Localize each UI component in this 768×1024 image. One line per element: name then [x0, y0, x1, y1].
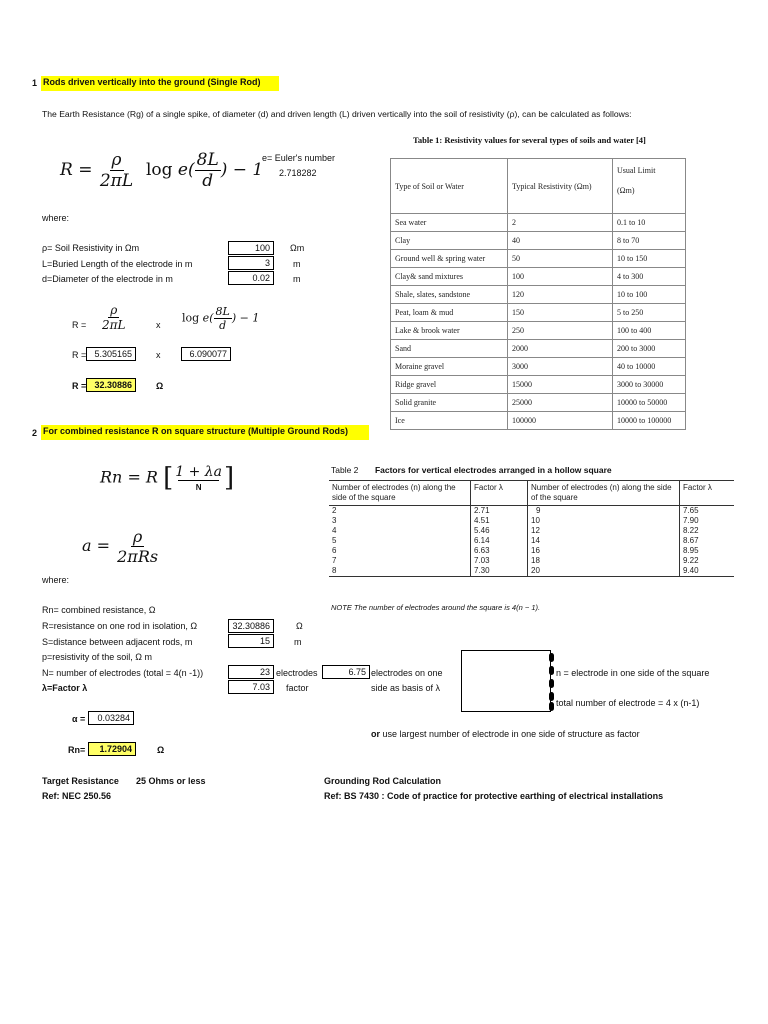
table1-cell: Moraine gravel — [391, 358, 508, 376]
electrode-marker-icon — [549, 679, 554, 688]
table2-cell: 7 — [332, 556, 337, 565]
table1-cell: 2 — [508, 214, 613, 232]
table1-cell: 3000 — [508, 358, 613, 376]
term1-value[interactable]: 5.305165 — [86, 347, 136, 361]
table1-cell: 4 to 300 — [613, 268, 686, 286]
param-resistivity-label: ρ= Soil Resistivity in Ωm — [42, 243, 140, 253]
table-row — [329, 526, 734, 536]
table1-cell: 150 — [508, 304, 613, 322]
table2-cell: 10 — [528, 516, 680, 526]
table1-cell: 100 — [508, 268, 613, 286]
table1-header-typical: Typical Resistivity (Ωm) — [508, 159, 613, 214]
combined-resistance-formula: Rn = R [ $\frac{1 + \lambda a}{N}$ ] — [100, 463, 235, 493]
n-side-label: electrodes on one — [371, 668, 443, 678]
euler-label: e= Euler's number — [262, 153, 336, 163]
r-definition: R=resistance on one rod in isolation, Ω — [42, 621, 198, 631]
rn-result-value[interactable]: 1.72904 — [88, 742, 136, 756]
section2-title: For combined resistance R on square structure (Multiple Ground Rods) — [41, 425, 369, 440]
table-row — [391, 412, 686, 430]
table1-cell: Clay — [391, 232, 508, 250]
n-input[interactable]: 23 — [228, 665, 274, 679]
or-note-text: use largest number of electrode in one side of structure as factor — [382, 729, 640, 739]
lambda-unit: factor — [286, 683, 309, 693]
table2-cell: 4 — [332, 526, 337, 535]
table1-header-limit-unit: (Ωm) — [617, 186, 635, 195]
table2-cell: 20 — [528, 566, 680, 577]
table2-header-f2: Factor λ — [680, 481, 735, 506]
table2-cell: 7.03 — [471, 556, 528, 566]
table-row — [329, 536, 734, 546]
table2-cell: 6.63 — [471, 546, 528, 556]
rn-definition: Rn= combined resistance, Ω — [42, 605, 156, 615]
table1-cell: Lake & brook water — [391, 322, 508, 340]
electrode-marker-icon — [549, 692, 554, 701]
resistivity-table — [390, 158, 686, 430]
section1-title: Rods driven vertically into the ground (Single Rod) — [41, 76, 279, 91]
n-side-value[interactable]: 6.75 — [322, 665, 370, 679]
table-row — [391, 232, 686, 250]
param-length-value[interactable]: 3 — [228, 256, 274, 270]
table2-header-row — [329, 481, 734, 506]
table2-cell: 16 — [528, 546, 680, 556]
diagram-note-1: n = electrode in one side of the square — [556, 668, 710, 678]
table1-cell: Sand — [391, 340, 508, 358]
table1-cell: 40 to 10000 — [613, 358, 686, 376]
table-row — [329, 516, 734, 526]
param-length-unit: m — [293, 259, 301, 269]
table2-cell: 9.40 — [680, 566, 735, 577]
table1-cell: Ice — [391, 412, 508, 430]
factor-table — [329, 480, 734, 577]
s-unit: m — [294, 637, 302, 647]
table1-cell: 25000 — [508, 394, 613, 412]
table1-cell: 10000 to 100000 — [613, 412, 686, 430]
table2-cell: 8 — [329, 566, 471, 577]
table-row — [329, 566, 734, 577]
table1-cell: Sea water — [391, 214, 508, 232]
param-length-label: L=Buried Length of the electrode in m — [42, 259, 193, 269]
table2-cell: 8.95 — [680, 546, 735, 556]
table1-cell: 0.1 to 10 — [613, 214, 686, 232]
table2-cell: 2 — [332, 506, 337, 515]
table2-cell: 8.22 — [680, 526, 735, 536]
table-row — [391, 376, 686, 394]
times-sign-1: x — [156, 320, 161, 330]
term2-value[interactable]: 6.090077 — [181, 347, 231, 361]
table-row — [329, 506, 734, 517]
section1-number: 1 — [32, 78, 38, 88]
table-row — [391, 268, 686, 286]
table-row — [391, 250, 686, 268]
param-diameter-unit: m — [293, 274, 301, 284]
table2-cell: 5.46 — [471, 526, 528, 536]
table2-cell: 7.90 — [680, 516, 735, 526]
table1-cell: Ridge gravel — [391, 376, 508, 394]
section2-where: where: — [42, 575, 70, 585]
table2-cell: 3 — [332, 516, 337, 525]
r-eq-label: R = — [72, 320, 87, 330]
table2-title — [331, 465, 612, 475]
electrode-marker-icon — [549, 653, 554, 662]
or-word: or — [371, 729, 380, 739]
r-unit: Ω — [296, 621, 303, 631]
table1-cell: 100 to 400 — [613, 322, 686, 340]
r-input[interactable]: 32.30886 — [228, 619, 274, 633]
alpha-label: α = — [72, 714, 86, 724]
table1-cell: Shale, slates, sandstone — [391, 286, 508, 304]
table1-cell: 2000 — [508, 340, 613, 358]
table-row — [391, 286, 686, 304]
table1-header-limit — [613, 159, 686, 214]
table2-title-text: Factors for vertical electrodes arranged in a hollow square — [374, 465, 612, 475]
table1-cell: 10 to 150 — [613, 250, 686, 268]
table2-header-f1: Factor λ — [471, 481, 528, 506]
single-rod-formula: R = $\frac{\rho}{2\pi L}$ log e( $\frac{8L}{d}$ ) − 1 — [60, 150, 264, 191]
table1-header-type: Type of Soil or Water — [391, 159, 508, 214]
table2-cell: 4.51 — [471, 516, 528, 526]
table2-cell: 6.14 — [471, 536, 528, 546]
table2-cell: 14 — [528, 536, 680, 546]
table1-cell: 250 — [508, 322, 613, 340]
table-row — [329, 546, 734, 556]
target-resistance-label: Target Resistance — [42, 776, 119, 786]
ref-nec: Ref: NEC 250.56 — [42, 791, 112, 801]
times-sign-2: x — [156, 350, 161, 360]
electrode-marker-icon — [549, 666, 554, 675]
table1-cell: 10 to 100 — [613, 286, 686, 304]
diagram-note-2: total number of electrode = 4 x (n-1) — [556, 698, 700, 708]
section1-intro: The Earth Resistance (Rg) of a single spike, of diameter (d) and driven length (L) driven vertically into the soil of resistivity (ρ), can be calculated as follows: — [42, 109, 632, 119]
electrode-marker-icon — [549, 702, 554, 711]
table2-cell: 2.71 — [471, 506, 528, 517]
table2-cell: 7.65 — [680, 506, 735, 517]
euler-value: 2.718282 — [279, 168, 317, 178]
p-definition: p=resistivity of the soil, Ω m — [42, 652, 153, 662]
param-diameter-value[interactable]: 0.02 — [228, 271, 274, 285]
table1-cell: 200 to 3000 — [613, 340, 686, 358]
table1-cell: 120 — [508, 286, 613, 304]
lambda-input[interactable]: 7.03 — [228, 680, 274, 694]
lambda-basis: side as basis of λ — [371, 683, 441, 693]
table2-cell: 9 — [528, 506, 680, 517]
table1-cell: Solid granite — [391, 394, 508, 412]
table1-cell: 5 to 250 — [613, 304, 686, 322]
table1-cell: 100000 — [508, 412, 613, 430]
param-diameter-label: d=Diameter of the electrode in m — [42, 274, 173, 284]
table2-header-n1: Number of electrodes (n) along the side of the square — [329, 481, 471, 506]
table-row — [391, 304, 686, 322]
table1-cell: Clay& sand mixtures — [391, 268, 508, 286]
n-unit: electrodes — [276, 668, 318, 678]
calc-title: Grounding Rod Calculation — [324, 776, 441, 786]
param-resistivity-unit: Ωm — [290, 243, 305, 253]
table-row — [391, 214, 686, 232]
lambda-definition: λ=Factor λ — [42, 683, 88, 693]
alpha-value[interactable]: 0.03284 — [88, 711, 134, 725]
s-definition: S=distance between adjacent rods, m — [42, 637, 193, 647]
term2-formula: log e( $\frac{8L}{d}$ ) − 1 — [182, 305, 260, 332]
table2-header-n2: Number of electrodes (n) along the side of the square — [528, 481, 680, 506]
table2-cell: 8.67 — [680, 536, 735, 546]
square-structure-diagram — [461, 650, 551, 712]
table2-cell: 5 — [332, 536, 337, 545]
table2-title-number: Table 2 — [331, 465, 359, 475]
table1-cell: 40 — [508, 232, 613, 250]
table1-title: Table 1: Resistivity values for several types of soils and water [4] — [413, 135, 646, 145]
table1-cell: 8 to 70 — [613, 232, 686, 250]
table1-cell: Ground well & spring water — [391, 250, 508, 268]
table2-note: NOTE The number of electrodes around the square is 4(n − 1). — [331, 603, 541, 612]
ref-bs7430: Ref: BS 7430 : Code of practice for protective earthing of electrical installations — [324, 791, 664, 801]
term1-formula: $\frac{\rho}{2\pi L}$ — [102, 303, 126, 332]
table2-cell: 18 — [528, 556, 680, 566]
table1-header-limit-label: Usual Limit — [617, 166, 656, 175]
param-resistivity-value[interactable]: 100 — [228, 241, 274, 255]
table2-cell: 12 — [528, 526, 680, 536]
table1-cell: Peat, loam & mud — [391, 304, 508, 322]
or-note — [371, 729, 640, 739]
target-resistance-value: 25 Ohms or less — [136, 776, 206, 786]
table2-cell: 6 — [332, 546, 337, 555]
table1-cell: 10000 to 50000 — [613, 394, 686, 412]
alpha-formula: a = $\frac{\rho}{\text{2πRs}}$ — [82, 527, 159, 566]
section1-where: where: — [42, 213, 70, 223]
table-row — [391, 394, 686, 412]
table-row — [391, 340, 686, 358]
rn-result-unit: Ω — [157, 745, 165, 755]
result-value[interactable]: 32.30886 — [86, 378, 136, 392]
s-input[interactable]: 15 — [228, 634, 274, 648]
result-label: R = — [72, 381, 87, 391]
table-row — [391, 358, 686, 376]
rn-result-label: Rn= — [68, 745, 86, 755]
table2-cell: 9.22 — [680, 556, 735, 566]
table1-cell: 15000 — [508, 376, 613, 394]
result-unit: Ω — [156, 381, 164, 391]
table2-cell: 7.30 — [471, 566, 528, 577]
table-row — [329, 556, 734, 566]
n-definition: N= number of electrodes (total = 4(n -1)) — [42, 668, 204, 678]
table-row — [391, 322, 686, 340]
section2-number: 2 — [32, 428, 38, 438]
r-eq2-label: R = — [72, 350, 87, 360]
table1-cell: 3000 to 30000 — [613, 376, 686, 394]
table1-header-row — [391, 159, 686, 214]
table1-cell: 50 — [508, 250, 613, 268]
